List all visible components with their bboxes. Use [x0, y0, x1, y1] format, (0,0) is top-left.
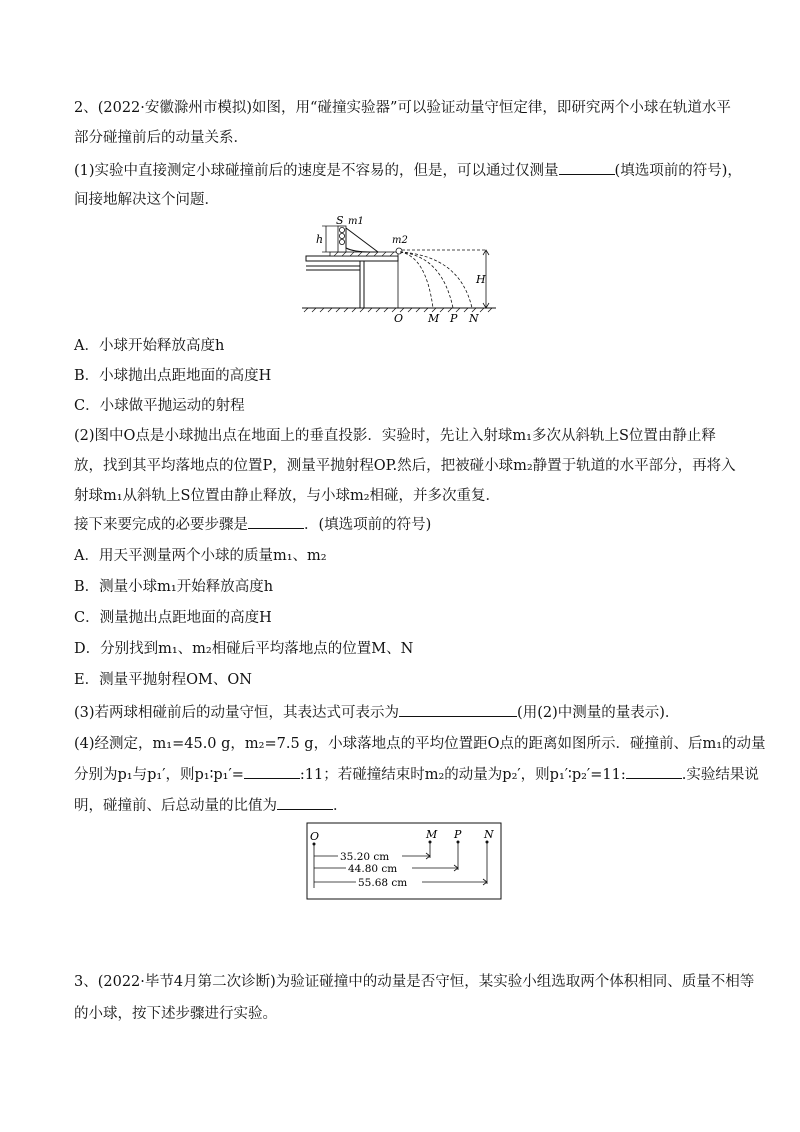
- distance-op: 44.80 cm: [348, 863, 398, 875]
- part4-text-c: .实验结果说: [681, 767, 759, 783]
- point-o-label: O: [394, 312, 404, 325]
- option1-a: A．小球开始释放高度h: [74, 338, 225, 354]
- answer-blank-4: [244, 764, 300, 779]
- part2-note: ．(填选项前的符号): [304, 517, 432, 533]
- part3-text-a: (3)若两球相碰前后的动量守恒，其表达式可表示为: [74, 705, 400, 721]
- ball-m2-label: m2: [392, 235, 408, 246]
- option1-b: B．小球抛出点距地面的高度H: [74, 368, 272, 384]
- distance-on: 55.68 cm: [358, 877, 408, 889]
- part1-line-1: [74, 160, 742, 181]
- part4-line-1: (4)经测定，m₁=45.0 g，m₂=7.5 g，小球落地点的平均位置距O点的距离如图所示．碰撞前、后m₁的动量: [74, 736, 766, 752]
- part2-prompt: 接下来要完成的必要步骤是: [74, 517, 248, 533]
- q2-line-1: 2、(2022·安徽滁州市模拟)如图，用“碰撞实验器”可以验证动量守恒定律，即研究两个小球在轨道水平: [74, 100, 731, 116]
- part2-line-1: (2)图中O点是小球抛出点在地面上的垂直投影．实验时，先让入射球m₁多次从斜轨上S位置由静止释: [74, 428, 716, 444]
- point-m-label: M: [428, 312, 440, 325]
- point-p-label: P: [450, 312, 458, 325]
- q3-line-2: 的小球，按下述步骤进行实验。: [74, 1006, 277, 1022]
- dist-point-p: P: [454, 828, 462, 841]
- option2-c: C．测量抛出点距地面的高度H: [74, 610, 272, 626]
- part1-text-b: (填选项前的符号)，: [614, 163, 742, 179]
- part4-line-2: [74, 764, 759, 785]
- point-n-label: N: [469, 312, 479, 325]
- collision-apparatus-figure: [300, 212, 500, 327]
- landing-distance-figure: [306, 822, 502, 900]
- part4-text-d: 明，碰撞前、后总动量的比值为: [74, 798, 277, 814]
- q2-line-2: 部分碰撞前后的动量关系．: [74, 130, 248, 146]
- part4-line-3: [74, 795, 348, 816]
- option2-a: A．用天平测量两个小球的质量m₁、m₂: [74, 548, 327, 564]
- part2-line-2: 放，找到其平均落地点的位置P，测量平抛射程OP.然后，把被碰小球m₂静置于轨道的水平部分，再将入: [74, 458, 736, 474]
- dist-point-o: O: [310, 830, 320, 843]
- part3-line: [74, 702, 679, 723]
- part4-text-e: ．: [333, 798, 348, 814]
- ball-m1-label: m1: [348, 216, 364, 227]
- distance-om: 35.20 cm: [340, 851, 390, 863]
- dist-point-m: M: [426, 828, 438, 841]
- answer-blank-3: [399, 702, 517, 717]
- part4-text-a: 分别为p₁与p₁′，则p₁∶p₁′=: [74, 767, 244, 783]
- part1-text-a: (1)实验中直接测定小球碰撞前后的速度是不容易的，但是，可以通过仅测量: [74, 163, 559, 179]
- height-h-label: h: [316, 233, 324, 246]
- height-H-label: H: [476, 273, 486, 286]
- part2-line-3: 射球m₁从斜轨上S位置由静止释放，与小球m₂相碰，并多次重复．: [74, 488, 501, 504]
- dist-point-n: N: [484, 828, 494, 841]
- answer-blank-5: [626, 764, 682, 779]
- option1-c: C．小球做平抛运动的射程: [74, 398, 245, 414]
- q3-line-1: 3、(2022·毕节4月第二次诊断)为验证碰撞中的动量是否守恒，某实验小组选取两个体积相同、质量不相等: [74, 974, 755, 990]
- part2-line-4: [74, 514, 431, 535]
- position-s-label: S: [336, 214, 344, 227]
- part1-line-2: 间接地解决这个问题．: [74, 192, 219, 208]
- option2-d: D．分别找到m₁、m₂相碰后平均落地点的位置M、N: [74, 641, 414, 657]
- option2-b: B．测量小球m₁开始释放高度h: [74, 579, 274, 595]
- part4-text-b: :11；若碰撞结束时m₂的动量为p₂′，则p₁′∶p₂′=11:: [299, 767, 626, 783]
- answer-blank-6: [277, 795, 333, 810]
- answer-blank-2: [248, 514, 304, 529]
- answer-blank-1: [559, 160, 615, 175]
- option2-e: E．测量平抛射程OM、ON: [74, 672, 252, 688]
- part3-text-b: (用(2)中测量的量表示)．: [517, 705, 680, 721]
